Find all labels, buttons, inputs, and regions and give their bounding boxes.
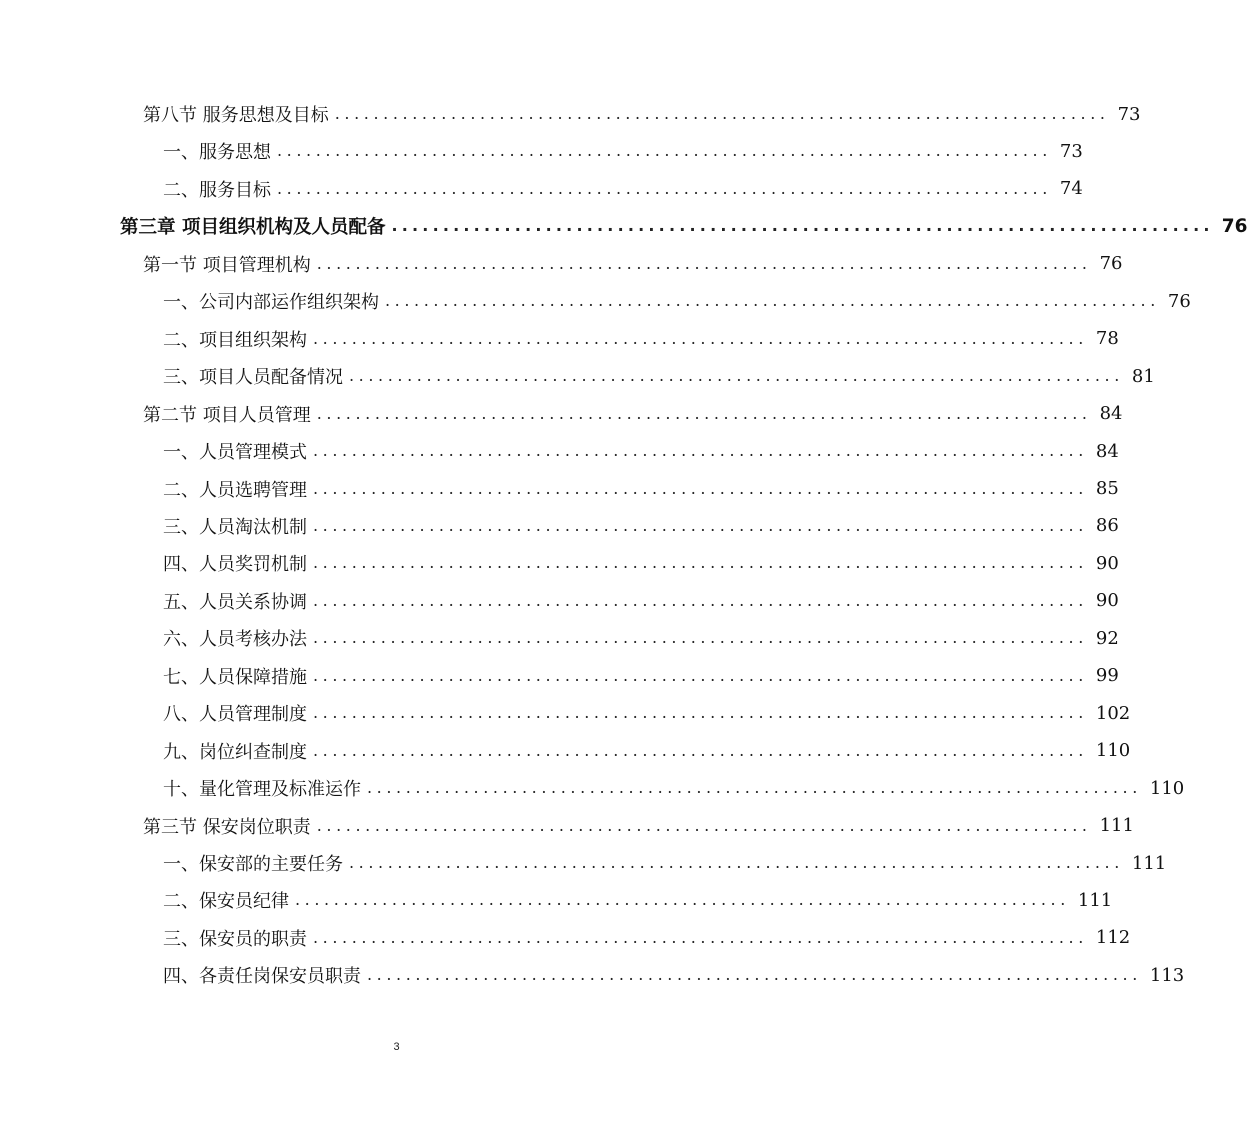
- dot-leader: ................................................................................: [313, 740, 1088, 760]
- toc-entry-page: 76: [1167, 290, 1191, 312]
- toc-entry-title: 第一节 项目管理机构: [143, 254, 311, 276]
- toc-entry-title: 二、服务目标: [163, 179, 271, 201]
- toc-entry-item[interactable]: [163, 548, 1119, 578]
- dot-leader: ................................................................................: [334, 104, 1110, 123]
- toc-entry-page: 84: [1095, 440, 1119, 462]
- dot-leader: ................................................................................: [295, 890, 1070, 910]
- toc-entry-section[interactable]: [143, 399, 1123, 429]
- dot-leader: ................................................................................: [313, 927, 1088, 947]
- toc-entry-item[interactable]: [163, 136, 1083, 166]
- toc-entry-page: 78: [1095, 328, 1119, 350]
- toc-entry-title: 三、人员淘汰机制: [163, 516, 307, 538]
- toc-entry-title: 一、公司内部运作组织架构: [163, 292, 379, 314]
- toc-entry-page: 111: [1131, 852, 1167, 874]
- toc-entry-page: 84: [1099, 403, 1123, 425]
- dot-leader: ................................................................................: [277, 178, 1052, 198]
- toc-entry-item[interactable]: [163, 324, 1119, 354]
- toc-entry-page: 85: [1095, 478, 1119, 499]
- dot-leader: ................................................................................: [316, 815, 1092, 835]
- toc-entry-title: 第三节 保安岗位职责: [143, 816, 311, 838]
- toc-entry-title: 第三章 项目组织机构及人员配备: [120, 217, 386, 239]
- toc-entry-title: 第二节 项目人员管理: [143, 404, 311, 426]
- toc-entry-item[interactable]: [163, 923, 1131, 953]
- toc-entry-page: 76: [1099, 253, 1123, 275]
- toc-entry-page: 90: [1095, 552, 1119, 574]
- toc-entry-title: 二、保安员纪律: [163, 891, 289, 913]
- toc-entry-page: 113: [1149, 964, 1185, 986]
- dot-leader: ................................................................................: [391, 216, 1214, 236]
- toc-entry-page: 111: [1077, 889, 1113, 911]
- toc-entry-item[interactable]: [163, 623, 1119, 653]
- toc-entry-item[interactable]: [163, 436, 1119, 466]
- toc-entry-title: 八、人员管理制度: [163, 704, 307, 726]
- toc-entry-title: 二、人员选聘管理: [163, 479, 307, 501]
- toc-entry-item[interactable]: [163, 885, 1113, 915]
- toc-entry-item[interactable]: [163, 848, 1167, 878]
- toc-entry-title: 三、项目人员配备情况: [163, 367, 343, 389]
- toc-entry-chapter[interactable]: [120, 211, 1247, 241]
- toc-entry-item[interactable]: [163, 960, 1185, 990]
- dot-leader: ................................................................................: [349, 366, 1124, 386]
- toc-entry-section[interactable]: [143, 811, 1134, 841]
- toc-entry-title: 一、服务思想: [163, 142, 271, 164]
- toc-entry-title: 九、岗位纠查制度: [163, 741, 307, 763]
- dot-leader: ................................................................................: [313, 328, 1088, 348]
- toc-entry-item[interactable]: [163, 698, 1131, 728]
- toc-entry-page: 90: [1095, 590, 1119, 612]
- dot-leader: ................................................................................: [367, 778, 1142, 798]
- dot-leader: ................................................................................: [277, 141, 1052, 161]
- toc-entry-item[interactable]: [163, 474, 1119, 504]
- dot-leader: ................................................................................: [313, 478, 1088, 498]
- toc-entry-item[interactable]: [163, 511, 1119, 541]
- toc-entry-title: 一、保安部的主要任务: [163, 854, 343, 875]
- page-number: 3: [393, 1041, 400, 1053]
- toc-entry-title: 十、量化管理及标准运作: [163, 779, 361, 801]
- toc-entry-title: 三、保安员的职责: [163, 928, 307, 950]
- toc-entry-title: 五、人员关系协调: [163, 591, 307, 613]
- toc-entry-page: 110: [1149, 777, 1185, 799]
- toc-entry-title: 六、人员考核办法: [163, 629, 307, 651]
- dot-leader: ................................................................................: [313, 703, 1088, 723]
- toc-entry-item[interactable]: [163, 286, 1191, 316]
- toc-entry-page: 76: [1221, 215, 1247, 237]
- toc-entry-item[interactable]: [163, 661, 1119, 691]
- dot-leader: ................................................................................: [313, 590, 1088, 610]
- dot-leader: ................................................................................: [316, 253, 1092, 273]
- toc-entry-title: 四、人员奖罚机制: [163, 554, 307, 576]
- toc-entry-page: 102: [1095, 702, 1131, 724]
- dot-leader: ................................................................................: [349, 853, 1124, 872]
- toc-entry-page: 99: [1095, 665, 1119, 687]
- dot-leader: ................................................................................: [385, 291, 1160, 311]
- toc-entry-item[interactable]: [163, 773, 1185, 803]
- toc-entry-page: 112: [1095, 927, 1131, 949]
- toc-entry-page: 73: [1059, 140, 1083, 162]
- toc-entry-page: 74: [1059, 178, 1083, 200]
- toc-entry-title: 四、各责任岗保安员职责: [163, 966, 361, 988]
- toc-entry-title: 一、人员管理模式: [163, 442, 307, 464]
- dot-leader: ................................................................................: [313, 441, 1088, 461]
- toc-entry-item[interactable]: [163, 174, 1083, 204]
- toc-entry-page: 73: [1117, 103, 1141, 125]
- toc-entry-section[interactable]: [143, 249, 1123, 279]
- toc-entry-title: 二、项目组织架构: [163, 329, 307, 351]
- toc-entry-title: 七、人员保障措施: [163, 666, 307, 688]
- toc-entry-page: 86: [1095, 515, 1119, 537]
- dot-leader: ................................................................................: [313, 628, 1088, 648]
- toc-entry-item[interactable]: [163, 361, 1155, 391]
- toc-entry-page: 92: [1095, 627, 1119, 649]
- dot-leader: ................................................................................: [313, 515, 1088, 535]
- dot-leader: ................................................................................: [313, 553, 1088, 573]
- dot-leader: ................................................................................: [316, 403, 1092, 423]
- toc-entry-page: 81: [1131, 365, 1155, 387]
- toc-entry-title: 第八节 服务思想及目标: [143, 105, 329, 126]
- toc-entry-page: 111: [1099, 815, 1134, 837]
- toc-entry-item[interactable]: [163, 586, 1119, 616]
- toc-entry-section[interactable]: [143, 99, 1141, 129]
- toc-entry-item[interactable]: [163, 736, 1131, 766]
- dot-leader: ................................................................................: [313, 665, 1088, 685]
- dot-leader: ................................................................................: [367, 965, 1142, 985]
- toc-entry-page: 110: [1095, 740, 1131, 762]
